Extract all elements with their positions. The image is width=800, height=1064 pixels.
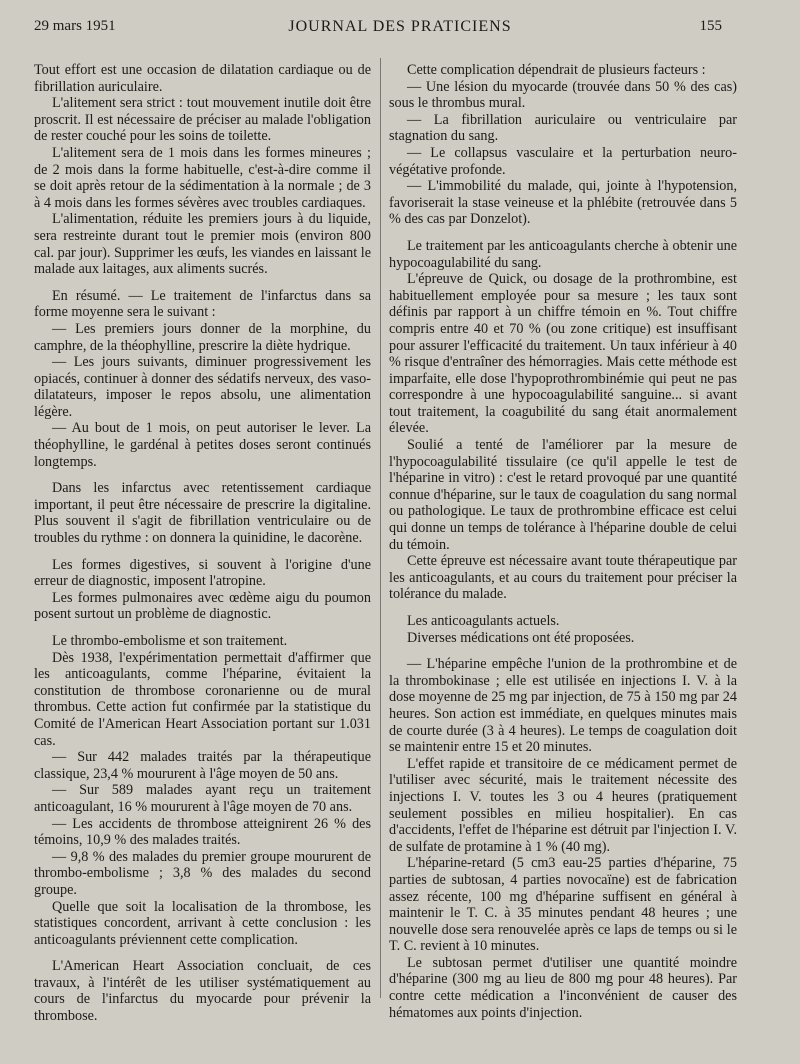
- paragraph: L'alitement sera strict : tout mouvement inutile doit être proscrit. Il est nécessaire de préciser au malade l'obligation de rester couché pour les soins de toilette.: [34, 95, 371, 145]
- paragraph: — Au bout de 1 mois, on peut autoriser le lever. La théophylline, le gardénal à petites doses seront continués longtemps.: [34, 420, 371, 470]
- paragraph: — Les premiers jours donner de la morphine, du camphre, de la théophylline, prescrire la diète hydrique.: [34, 320, 371, 354]
- paragraph: Quelle que soit la localisation de la thrombose, les statistiques concordent, arrivant à cette conclusion : les anticoagulants préviennent cette complication.: [34, 898, 371, 948]
- paragraph: Les anticoagulants actuels.: [407, 613, 560, 629]
- paragraph: — Une lésion du myocarde (trouvée dans 50 % des cas) sous le thrombus mural.: [389, 78, 737, 112]
- paragraph: Cette complication dépendrait de plusieurs facteurs :: [407, 62, 706, 78]
- paragraph: Tout effort est une occasion de dilatation cardiaque ou de fibrillation auriculaire.: [34, 62, 371, 95]
- paragraph: Les formes digestives, si souvent à l'origine d'une erreur de diagnostic, imposent l'atropine.: [34, 556, 371, 590]
- paragraph: — L'immobilité du malade, qui, jointe à l'hypotension, favoriserait la stase veineuse et la phlébite (retrouvée dans 5 % des cas par Donzelot).: [389, 178, 737, 228]
- paragraph: — Les jours suivants, diminuer progressivement les opiacés, continuer à donner des sédatifs nerveux, des vaso-dilatateurs, imposer le repos absolu, une alimentation légère.: [34, 354, 371, 420]
- paragraph: Cette épreuve est nécessaire avant toute thérapeutique par les anticoagulants, et au cours du traitement pour préciser la tolérance du malade.: [389, 553, 737, 603]
- paragraph: L'alitement sera de 1 mois dans les formes mineures ; de 2 mois dans la forme habituelle, c'est-à-dire comme il se doit après retour de la sédimentation à la normale ; de 3 à 4 mois dans les formes sévères avec troubles cardiaques.: [34, 144, 371, 211]
- paragraph: L'American Heart Association concluait, de ces travaux, à l'intérêt de les utiliser systématiquement au cours de l'infarctus du myocarde pour prévenir la thrombose.: [34, 958, 371, 1025]
- right-column: [389, 62, 737, 1021]
- paragraph: — Le collapsus vasculaire et la perturbation neuro-végétative profonde.: [389, 144, 737, 178]
- paragraph: Soulié a tenté de l'améliorer par la mesure de l'hypocoagulabilité tissulaire (ce qu'il appelle le test de l'héparine in vitro) : c'est le retard provoqué par une quantité connue d'héparine, sur le taux de coagulation du sang normal ou pathologique. Le taux de prothrombine efficace est celui qui donne un temps de tolérance à l'héparine double de celui du témoin.: [389, 437, 737, 553]
- issue-date: 29 mars 1951: [34, 18, 116, 34]
- paragraph: — La fibrillation auriculaire ou ventriculaire par stagnation du sang.: [389, 111, 737, 145]
- paragraph: L'héparine-retard (5 cm3 eau-25 parties d'héparine, 75 parties de subtosan, 4 parties novocaïne) est de fabrication assez récente, 100 mg d'héparine suffisent en général à maintenir le T. C. à 35 minutes pendant 48 heures ; une nouvelle dose sera renouvelée après ce laps de temps ou si le T. C. revient à 10 minutes.: [389, 855, 737, 955]
- column-divider: [380, 58, 381, 998]
- paragraph: Le traitement par les anticoagulants cherche à obtenir une hypocoagulabilité du sang.: [389, 237, 737, 271]
- paragraph: — Sur 589 malades ayant reçu un traitement anticoagulant, 16 % moururent à l'âge moyen de 70 ans.: [34, 782, 371, 815]
- paragraph: L'épreuve de Quick, ou dosage de la prothrombine, est habituellement employée pour sa mesure ; les taux sont définis par rapport à un chiffre témoin en %. Tout chiffre compris entre 40 et 70 % (ou zone critique) est insuffisant pour assurer l'efficacité du traitement. Un taux inférieur à 40 % risque d'entraîner des hémorragies. Mais cette méthode est imparfaite, elle dose l'hypoprothrombinémie qui peut ne pas correspondre à une hypocoagulabilité sanguine... si avant tout traitement, la coagubilité du sang était anormalement élevée.: [389, 271, 737, 437]
- paragraph: Le thrombo-embolisme et son traitement.: [52, 633, 288, 649]
- left-column: [34, 62, 371, 1025]
- paragraph: L'effet rapide et transitoire de ce médicament permet de l'utiliser avec sécurité, mais le traitement nécessite des injections I. V. toutes les 3 ou 4 heures (pratiquement seulement possibles en milieu hospitalier). En cas d'accidents, l'effet de l'héparine est détruit par l'injection I. V. de sulfate de protamine à 1 % (40 mg).: [389, 755, 737, 855]
- paragraph: — 9,8 % des malades du premier groupe moururent de thrombo-embolisme ; 3,8 % des malades du second groupe.: [34, 848, 371, 898]
- paragraph: Le subtosan permet d'utiliser une quantité moindre d'héparine (300 mg au lieu de 800 mg pour 48 heures). Par contre cette médication a l'inconvénient de causer des hématomes aux points d'injection.: [389, 954, 737, 1021]
- paragraph: L'alimentation, réduite les premiers jours à du liquide, sera restreinte durant tout le premier mois (environ 800 cal. par jour). Supprimer les œufs, les viandes en laissant le malade aux laitages, aux aliments sucrés.: [34, 211, 371, 278]
- paragraph: — L'héparine empêche l'union de la prothrombine et de la thrombokinase ; elle est utilisée en injections I. V. à la dose moyenne de 25 mg par injection, de 75 à 150 mg par 24 heures. Son action est immédiate, en quelques minutes mais de courte durée (3 à 4 heures). Le temps de coagulation doit se maintenir entre 15 et 20 minutes.: [389, 656, 737, 756]
- paragraph: Dans les infarctus avec retentissement cardiaque important, il peut être nécessaire de prescrire la digitaline. Plus souvent il s'agit de fibrillation ventriculaire ou de troubles du rythme : on donnera la quinidine, le dacorène.: [34, 480, 371, 547]
- paragraph: Dès 1938, l'expérimentation permettait d'affirmer que les anticoagulants, comme l'héparine, évitaient la constitution de thrombose coronarienne ou de mural thrombus. Cette action fut confirmée par la statistique du Comité de l'American Heart Association portant sur 1.031 cas.: [34, 649, 371, 749]
- paragraph: En résumé. — Le traitement de l'infarctus dans sa forme moyenne sera le suivant :: [34, 287, 371, 321]
- paragraph: — Sur 442 malades traités par la thérapeutique classique, 23,4 % moururent à l'âge moyen de 50 ans.: [34, 749, 371, 782]
- paragraph: — Les accidents de thrombose atteignirent 26 % des témoins, 10,9 % des malades traités.: [34, 815, 371, 849]
- journal-title: JOURNAL DES PRATICIENS: [288, 18, 512, 35]
- paragraph: Les formes pulmonaires avec œdème aigu du poumon posent surtout un problème de diagnostic.: [34, 589, 371, 623]
- paragraph: Diverses médications ont été proposées.: [407, 629, 635, 646]
- running-header: [0, 12, 800, 40]
- page-number: 155: [699, 18, 722, 34]
